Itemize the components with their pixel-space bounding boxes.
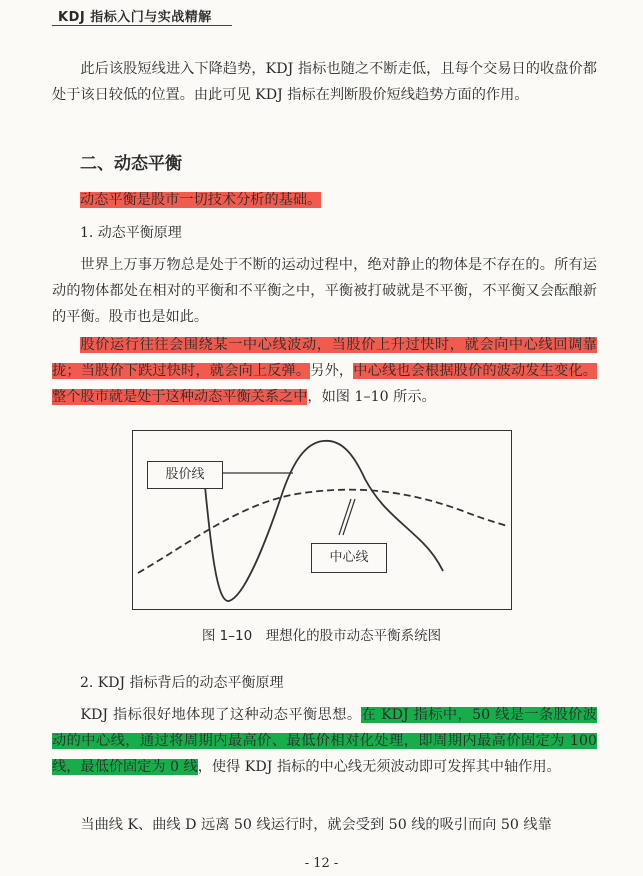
paragraph-5: 当曲线 K、曲线 D 远离 50 线运行时，就会受到 50 线的吸引而向 50 线靠 (80, 817, 552, 833)
red-highlight-2: 中心线也会根据股价的波动发生变化。整个股市就是处于这种动态平衡关系之中 (52, 363, 597, 405)
green-highlight: 在 KDJ 指标中，50 线是一条股价波动的中心线，通过将周期内最高价、最低价相对化处理，即周期内最高价固定为 100 线，最低价固定为 0 线 (52, 707, 597, 775)
paragraph-3-tail: ，如图 1–10 所示。 (307, 389, 436, 405)
figure-dynamic-balance (132, 430, 512, 610)
paragraph-3-mid: 另外， (310, 363, 354, 379)
header-rule (52, 25, 232, 26)
paragraph-2: 世界上万事万物总是处于不断的运动过程中，绝对静止的物体是不存在的。所有运动的物体都处在相对的平衡和不平衡之中，平衡被打破就是不平衡，不平衡又会酝酿新的平衡。股市也是如此。 (52, 257, 597, 325)
red-highlight-1: 股价运行往往会围绕某一中心线波动，当股价上升过快时，就会向中心线回调靠拢；当股价下跌过快时，就会向上反弹。 (52, 337, 597, 379)
figure-caption: 图 1–10 理想化的股市动态平衡系统图 (201, 628, 442, 644)
price-line-label: 股价线 (147, 461, 223, 489)
highlighted-sentence (80, 188, 321, 212)
paragraph-4 (52, 702, 597, 780)
section-title: 二、动态平衡 (80, 154, 182, 174)
paragraph-4-tail: ，使得 KDJ 指标的中心线无须波动即可发挥其中轴作用。 (197, 759, 561, 775)
running-header: KDJ 指标入门与实战精解 (58, 10, 212, 25)
paragraph-1: 此后该股短线进入下降趋势，KDJ 指标也随之不断走低，且每个交易日的收盘价都处于该日较低的位置。由此可见 KDJ 指标在判断股价短线趋势方面的作用。 (52, 61, 597, 103)
paragraph-3 (52, 332, 597, 410)
price-line-curve (203, 441, 443, 601)
center-line-label: 中心线 (311, 543, 387, 573)
figure-diagram (133, 431, 511, 609)
subsection-1-title: 1. 动态平衡原理 (80, 225, 182, 241)
page-number: - 12 - (304, 856, 339, 871)
paragraph-4-head: KDJ 指标很好地体现了这种动态平衡思想。 (80, 707, 362, 723)
red-highlight: 动态平衡是股市一切技术分析的基础。 (80, 192, 322, 208)
subsection-2-title: 2. KDJ 指标背后的动态平衡原理 (80, 675, 284, 691)
